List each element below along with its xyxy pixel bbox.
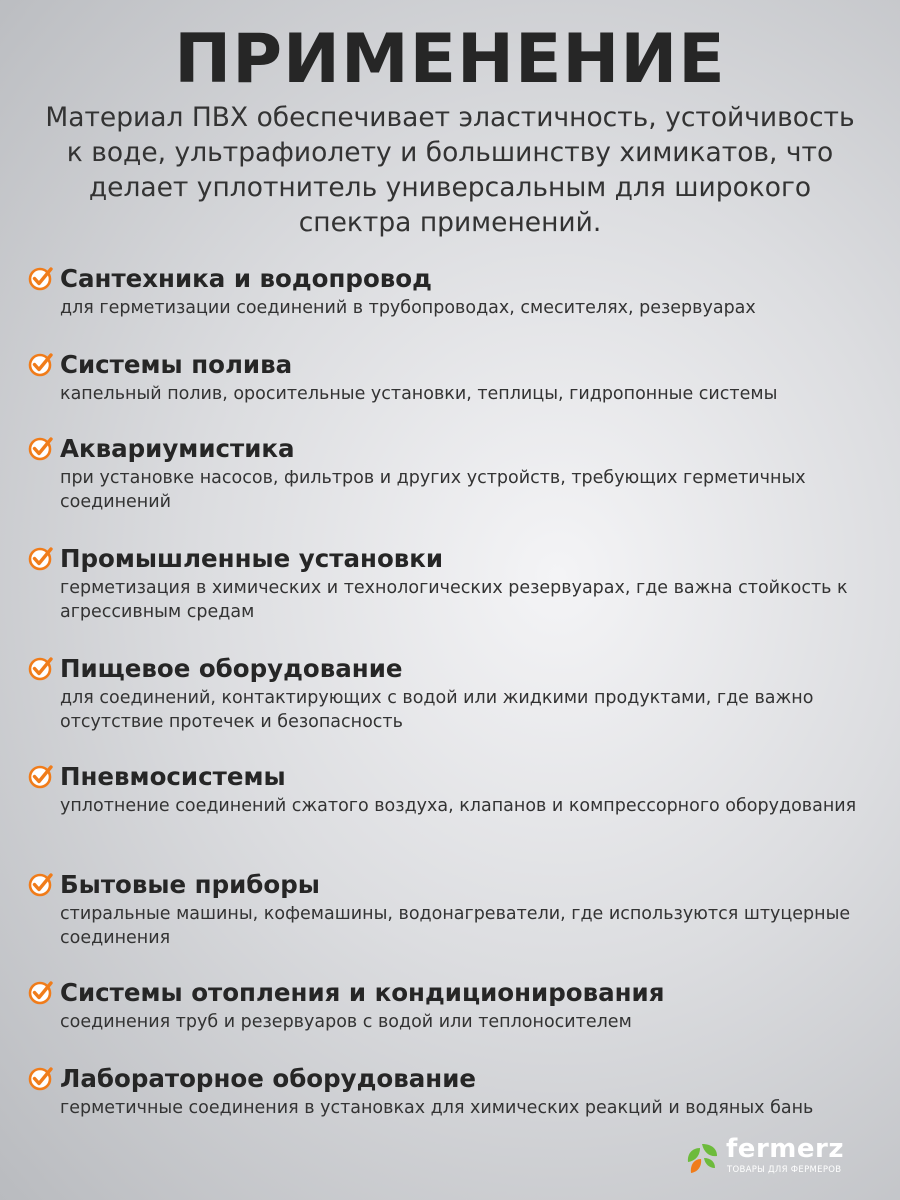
item-title: Пневмосистемы: [60, 762, 286, 791]
item-description: капельный полив, оросительные установки, теплицы, гидропонные системы: [60, 384, 778, 404]
list-item: [28, 432, 900, 514]
list-item: [28, 868, 900, 950]
brand-logo: [684, 1134, 884, 1180]
check-badge-icon: [28, 435, 54, 461]
page-title: ПРИМЕНЕНИЕ: [174, 20, 726, 99]
item-description: герметизация в химических и технологических резервуарах, где важна стойкость к агрессивным средам: [60, 578, 848, 622]
check-badge-icon: [28, 655, 54, 681]
logo-tagline: ТОВАРЫ ДЛЯ ФЕРМЕРОВ: [727, 1165, 842, 1175]
list-item: [28, 542, 900, 624]
item-title: Промышленные установки: [60, 544, 444, 573]
item-description: для герметизации соединений в трубопроводах, смесителях, резервуарах: [60, 298, 756, 318]
item-title: Лабораторное оборудование: [60, 1064, 477, 1093]
list-item: [28, 976, 900, 1034]
item-description: герметичные соединения в установках для химических реакций и водяных бань: [60, 1098, 814, 1118]
list-item: [28, 652, 900, 734]
item-description: при установке насосов, фильтров и других устройств, требующих герметичных соединений: [60, 468, 806, 512]
leaf-logo-icon: [684, 1140, 720, 1176]
check-badge-icon: [28, 979, 54, 1005]
list-item: [28, 760, 900, 818]
item-title: Системы полива: [60, 350, 293, 379]
check-badge-icon: [28, 545, 54, 571]
list-item: [28, 1062, 900, 1120]
item-description: для соединений, контактирующих с водой или жидкими продуктами, где важно отсутствие протечек и безопасность: [60, 688, 814, 732]
item-title: Пищевое оборудование: [60, 654, 403, 683]
intro-paragraph: Материал ПВХ обеспечивает эластичность, устойчивость к воде, ультрафиолету и большинству химикатов, что делает уплотнитель универсальным для широкого спектра применений.: [45, 102, 855, 238]
check-badge-icon: [28, 265, 54, 291]
item-title: Системы отопления и кондиционирования: [60, 978, 665, 1007]
logo-name: fermerz: [726, 1134, 844, 1164]
item-description: соединения труб и резервуаров с водой или теплоносителем: [60, 1012, 632, 1032]
item-description: стиральные машины, кофемашины, водонагреватели, где используются штуцерные соединения: [60, 904, 851, 948]
list-item: [28, 262, 900, 320]
list-item: [28, 348, 900, 406]
check-badge-icon: [28, 871, 54, 897]
item-title: Сантехника и водопровод: [60, 264, 432, 293]
item-title: Бытовые приборы: [60, 870, 320, 899]
item-description: уплотнение соединений сжатого воздуха, клапанов и компрессорного оборудования: [60, 796, 857, 816]
check-badge-icon: [28, 763, 54, 789]
item-title: Аквариумистика: [60, 434, 295, 463]
check-badge-icon: [28, 351, 54, 377]
check-badge-icon: [28, 1065, 54, 1091]
